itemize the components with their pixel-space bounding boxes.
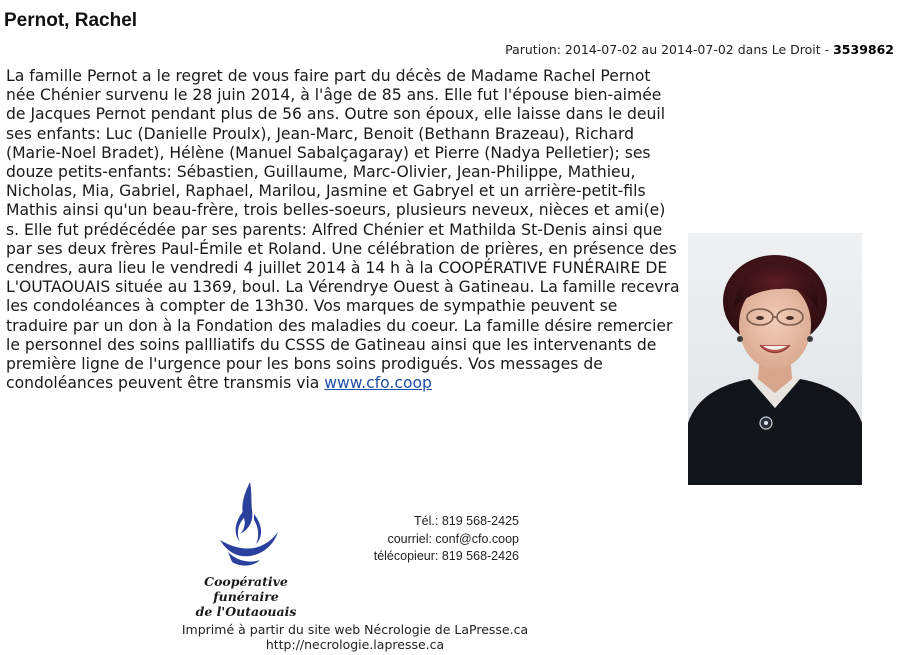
flame-dove-logo [214, 480, 282, 570]
portrait-illustration [688, 233, 862, 485]
publication-info [505, 42, 894, 57]
obituary-body: La famille Pernot a le regret de vous faire part du décès de Madame Rachel Pernot née Chénier survenu le 28 juin 2014, à l'âge de 85 ans. Elle fut l'épouse bien-aimée de Jacques Pernot pendant plus de 56 ans. Outre son époux, elle laisse dans le deuil ses enfants: Luc (Danielle Proulx), Jean-Marc, Benoit (Bethann Brazeau), Richard (Marie-Noel Bradet), Hélène (Manuel Sabalçagaray) et Pierre (Nadya Pelletier); ses douze petits-enfants: Sébastien, Guillaume, Marc-Olivier, Jean-Philippe, Mathieu, Nicholas, Mia, Gabriel, Raphael, Marilou, Jasmine et Gabryel et un arrière-petit-fils Mathis ainsi qu'un beau-frère, trois belles-soeurs, plusieurs neveux, nièces et ami(e) s. Elle fut prédécédée par ses parents: Alfred Chénier et Mathilda St-Denis ainsi que par ses deux frères Paul-Émile et Roland. Une célébration de prières, en présence des cendres, aura lieu le vendredi 4 juillet 2014 à 14 h à la COOPÉRATIVE FUNÉRAIRE DE L'OUTAOUAIS située au 1369, boul. La Vérendrye Ouest à Gatineau. La famille recevra les condoléances à compter de 13h30. Vos marques de sympathie peuvent se traduire par un don à la Fondation des maladies du coeur. La famille désire remercier le personnel des soins pallliatifs du CSSS de Gatineau ainsi que les intervenants de première ligne de l'urgence pour les bons soins prodigués. Vos messages de condoléances peuvent être transmis via [6, 67, 680, 393]
cooperative-name-line1: Coopérative funéraire [204, 574, 288, 604]
reference-number: 3539862 [833, 42, 894, 57]
cooperative-contact [344, 513, 519, 566]
cfo-website-link[interactable]: www.cfo.coop [324, 374, 432, 393]
obituary-name: Pernot, Rachel [4, 10, 138, 31]
obituary-text [6, 67, 682, 393]
flame-dove-icon [214, 480, 282, 570]
phone-number: Tél.: 819 568-2425 [414, 514, 519, 528]
footer-source: Imprimé à partir du site web Nécrologie de LaPresse.ca [181, 622, 529, 637]
email-address: courriel: conf@cfo.coop [387, 531, 519, 546]
footer-url: http://necrologie.lapresse.ca [265, 637, 445, 652]
parution-text: Parution: 2014-07-02 au 2014-07-02 dans Le Droit - [505, 42, 834, 57]
print-footer [120, 622, 590, 652]
cooperative-name [176, 574, 316, 619]
cooperative-name-line2: de l'Outaouais [195, 604, 297, 619]
portrait-photo [688, 233, 862, 485]
fax-number: télécopieur: 819 568-2426 [373, 549, 519, 563]
